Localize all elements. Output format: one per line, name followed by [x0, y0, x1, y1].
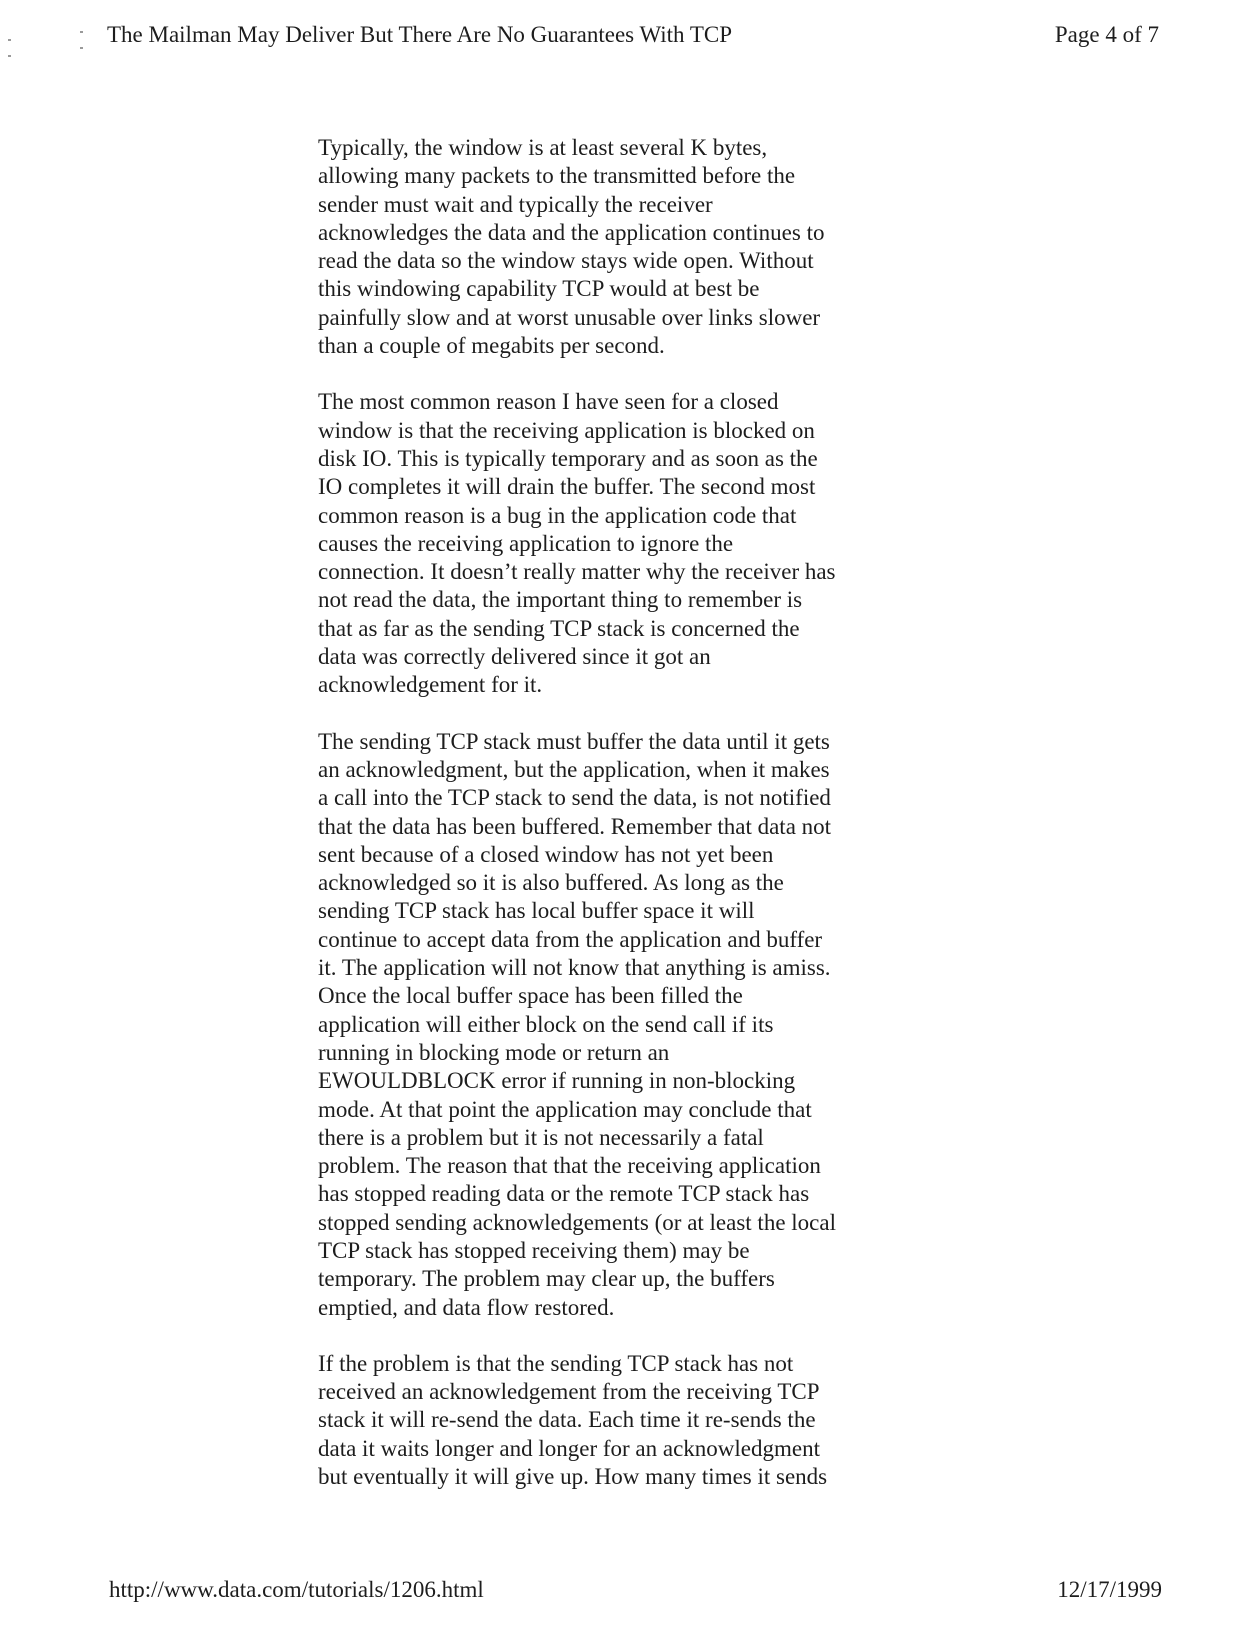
text-line: sending TCP stack has local buffer space it will [318, 898, 755, 924]
text-line: data it waits longer and longer for an acknowledgment [318, 1435, 821, 1461]
text-line: received an acknowledgement from the receiving TCP [318, 1379, 820, 1405]
text-line: data was correctly delivered since it got an [318, 644, 711, 670]
text-line: but eventually it will give up. How many times it sends [318, 1464, 828, 1490]
article-body [318, 134, 884, 1519]
page-number: Page 4 of 7 [1054, 22, 1159, 47]
print-date: 12/17/1999 [1057, 1577, 1162, 1602]
text-line: emptied, and data flow restored. [318, 1294, 615, 1320]
paragraph [318, 728, 884, 1322]
text-line: it. The application will not know that anything is amiss. [318, 955, 831, 981]
text-line: that as far as the sending TCP stack is concerned the [318, 615, 800, 641]
paragraph [318, 134, 884, 360]
text-line: allowing many packets to the transmitted before the [318, 163, 796, 189]
paragraph [318, 388, 884, 699]
scan-mark [8, 39, 11, 41]
text-line: EWOULDBLOCK error if running in non-blocking [318, 1068, 796, 1094]
text-line: that the data has been buffered. Remember that data not [318, 813, 832, 839]
text-line: stopped sending acknowledgements (or at least the local [318, 1209, 836, 1235]
document-title: The Mailman May Deliver But There Are No Guarantees With TCP [107, 22, 733, 47]
text-line: an acknowledgment, but the application, when it makes [318, 756, 830, 782]
paragraph [318, 1350, 884, 1491]
text-line: connection. It doesn’t really matter why the receiver has [318, 559, 836, 585]
text-line: a call into the TCP stack to send the data, is not notified [318, 785, 831, 811]
text-line: than a couple of megabits per second. [318, 333, 665, 359]
text-line: window is that the receiving application is blocked on [318, 417, 815, 443]
text-line: acknowledged so it is also buffered. As long as the [318, 870, 784, 896]
text-line: causes the receiving application to ignore the [318, 530, 734, 556]
text-line: has stopped reading data or the remote TCP stack has [318, 1181, 810, 1207]
scan-mark [80, 31, 83, 33]
text-line: mode. At that point the application may conclude that [318, 1096, 812, 1122]
source-url: http://www.data.com/tutorials/1206.html [109, 1577, 484, 1602]
text-line: painfully slow and at worst unusable over links slower [318, 304, 821, 330]
text-line: The sending TCP stack must buffer the data until it gets [318, 728, 830, 754]
text-line: If the problem is that the sending TCP stack has not [318, 1350, 794, 1376]
text-line: IO completes it will drain the buffer. The second most [318, 474, 816, 500]
text-line: there is a problem but it is not necessarily a fatal [318, 1124, 764, 1150]
text-line: read the data so the window stays wide open. Without [318, 248, 814, 274]
text-line: running in blocking mode or return an [318, 1039, 670, 1065]
text-line: application will either block on the send call if its [318, 1011, 774, 1037]
scan-mark [80, 47, 83, 49]
text-line: continue to accept data from the application and buffer [318, 926, 823, 952]
text-line: this windowing capability TCP would at best be [318, 276, 760, 302]
text-line: TCP stack has stopped receiving them) may be [318, 1237, 750, 1263]
text-line: problem. The reason that that the receiving application [318, 1153, 821, 1179]
text-line: acknowledges the data and the application continues to [318, 219, 825, 245]
text-line: not read the data, the important thing to remember is [318, 587, 803, 613]
text-line: The most common reason I have seen for a closed [318, 389, 779, 415]
text-line: sent because of a closed window has not yet been [318, 841, 774, 867]
text-line: common reason is a bug in the application code that [318, 502, 797, 528]
text-line: temporary. The problem may clear up, the buffers [318, 1266, 775, 1292]
text-line: Once the local buffer space has been filled the [318, 983, 743, 1009]
text-line: acknowledgement for it. [318, 672, 543, 698]
text-line: sender must wait and typically the receiver [318, 191, 713, 217]
text-line: stack it will re-send the data. Each time it re-sends the [318, 1407, 816, 1433]
text-line: disk IO. This is typically temporary and as soon as the [318, 445, 818, 471]
text-line: Typically, the window is at least several K bytes, [318, 135, 768, 160]
scan-mark [8, 55, 11, 57]
